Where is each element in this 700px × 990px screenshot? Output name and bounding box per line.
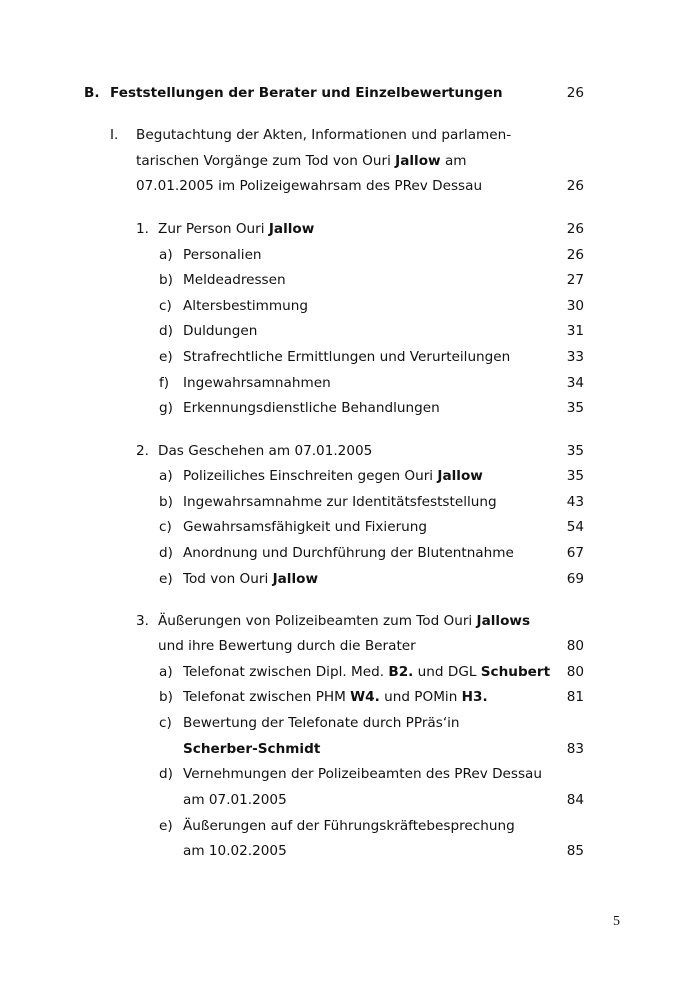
toc-item-label: d) — [159, 323, 173, 339]
toc-page-number: 31 — [566, 323, 584, 339]
toc-page-number: 43 — [566, 494, 584, 510]
toc-item-label: f) — [159, 375, 170, 391]
toc-page-number: 69 — [566, 571, 584, 587]
toc-chapter-title-line2: und ihre Bewertung durch die Berater — [158, 638, 416, 654]
toc-page-number: 30 — [566, 298, 584, 314]
toc-section-title: Feststellungen der Berater und Einzelbewertungen — [110, 85, 503, 101]
toc-item-text-line1: Äußerungen auf der Führungskräftebesprechung — [183, 818, 515, 834]
toc-page-number: 26 — [566, 221, 584, 237]
toc-item-label: a) — [159, 468, 173, 484]
toc-item-text: Duldungen — [183, 323, 258, 339]
toc-item-text-line2: am 10.02.2005 — [183, 843, 287, 859]
toc-section-label: B. — [84, 85, 100, 101]
toc-page-number: 84 — [566, 792, 584, 808]
toc-chapter-title: Zur Person Ouri Jallow — [158, 221, 315, 237]
toc-item-label: c) — [159, 715, 172, 731]
toc-item-label: b) — [159, 689, 173, 705]
toc-item-text-line1: Vernehmungen der Polizeibeamten des PRev Dessau — [183, 766, 543, 782]
toc-item-label: e) — [159, 571, 173, 587]
toc-page-number: 54 — [566, 519, 584, 535]
toc-chapter-label: 3. — [136, 613, 149, 629]
toc-page-number: 26 — [566, 178, 584, 194]
toc-chapter-title: Das Geschehen am 07.01.2005 — [158, 443, 373, 459]
toc-chapter-label: 1. — [136, 221, 149, 237]
toc-item-text: Ingewahrsamnahmen — [183, 375, 331, 391]
toc-page-number: 35 — [566, 400, 584, 416]
toc-item-label: d) — [159, 545, 173, 561]
toc-item-text: Ingewahrsamnahme zur Identitätsfeststellung — [183, 494, 497, 510]
toc-page-number: 34 — [566, 375, 584, 391]
toc-item-label: a) — [159, 664, 173, 680]
toc-item-text: Telefonat zwischen PHM W4. und POMin H3. — [183, 689, 488, 705]
toc-item-label: e) — [159, 818, 173, 834]
toc-page-number: 83 — [566, 741, 584, 757]
toc-page-number: 26 — [566, 247, 584, 263]
toc-item-text: Anordnung und Durchführung der Blutentnahme — [183, 545, 514, 561]
toc-page-number: 80 — [566, 638, 584, 654]
toc-item-text: Erkennungsdienstliche Behandlungen — [183, 400, 440, 416]
toc-page-number: 85 — [566, 843, 584, 859]
toc-item-label: c) — [159, 298, 172, 314]
toc-page-number: 26 — [566, 85, 584, 101]
toc-subsection-title-line3: 07.01.2005 im Polizeigewahrsam des PRev Dessau — [136, 178, 483, 194]
toc-item-text-line2: Scherber-Schmidt — [183, 741, 321, 757]
toc-page-number: 67 — [566, 545, 584, 561]
page-number: 5 — [613, 914, 620, 929]
toc-item-text: Meldeadressen — [183, 272, 286, 288]
toc-item-label: c) — [159, 519, 172, 535]
toc-item-text-line2: am 07.01.2005 — [183, 792, 287, 808]
toc-chapter-title-line1: Äußerungen von Polizeibeamten zum Tod Ouri Jallows — [158, 613, 531, 629]
toc-item-text: Tod von Ouri Jallow — [183, 571, 319, 587]
toc-item-text: Strafrechtliche Ermittlungen und Verurteilungen — [183, 349, 511, 365]
toc-page-number: 81 — [566, 689, 584, 705]
toc-subsection-label: I. — [110, 127, 119, 143]
toc-item-label: a) — [159, 247, 173, 263]
toc-item-label: b) — [159, 272, 173, 288]
toc-subsection-title-line2: tarischen Vorgänge zum Tod von Ouri Jallow am — [136, 153, 467, 169]
toc-item-text: Gewahrsamsfähigkeit und Fixierung — [183, 519, 428, 535]
toc-item-text: Personalien — [183, 247, 262, 263]
toc-page-number: 35 — [566, 468, 584, 484]
toc-page-number: 33 — [566, 349, 584, 365]
toc-item-label: g) — [159, 400, 173, 416]
toc-chapter-label: 2. — [136, 443, 149, 459]
toc-item-label: b) — [159, 494, 173, 510]
toc-page-number: 80 — [566, 664, 584, 680]
toc-page-number: 27 — [566, 272, 584, 288]
toc-item-text: Altersbestimmung — [183, 298, 308, 314]
toc-subsection-title-line1: Begutachtung der Akten, Informationen und parlamen- — [136, 127, 512, 143]
toc-item-text-line1: Bewertung der Telefonate durch PPräs‘in — [183, 715, 460, 731]
toc-item-label: e) — [159, 349, 173, 365]
toc-item-text: Polizeiliches Einschreiten gegen Ouri Jallow — [183, 468, 483, 484]
toc-item-text: Telefonat zwischen Dipl. Med. B2. und DGL Schubert — [183, 664, 551, 680]
toc-item-label: d) — [159, 766, 173, 782]
toc-page-number: 35 — [566, 443, 584, 459]
